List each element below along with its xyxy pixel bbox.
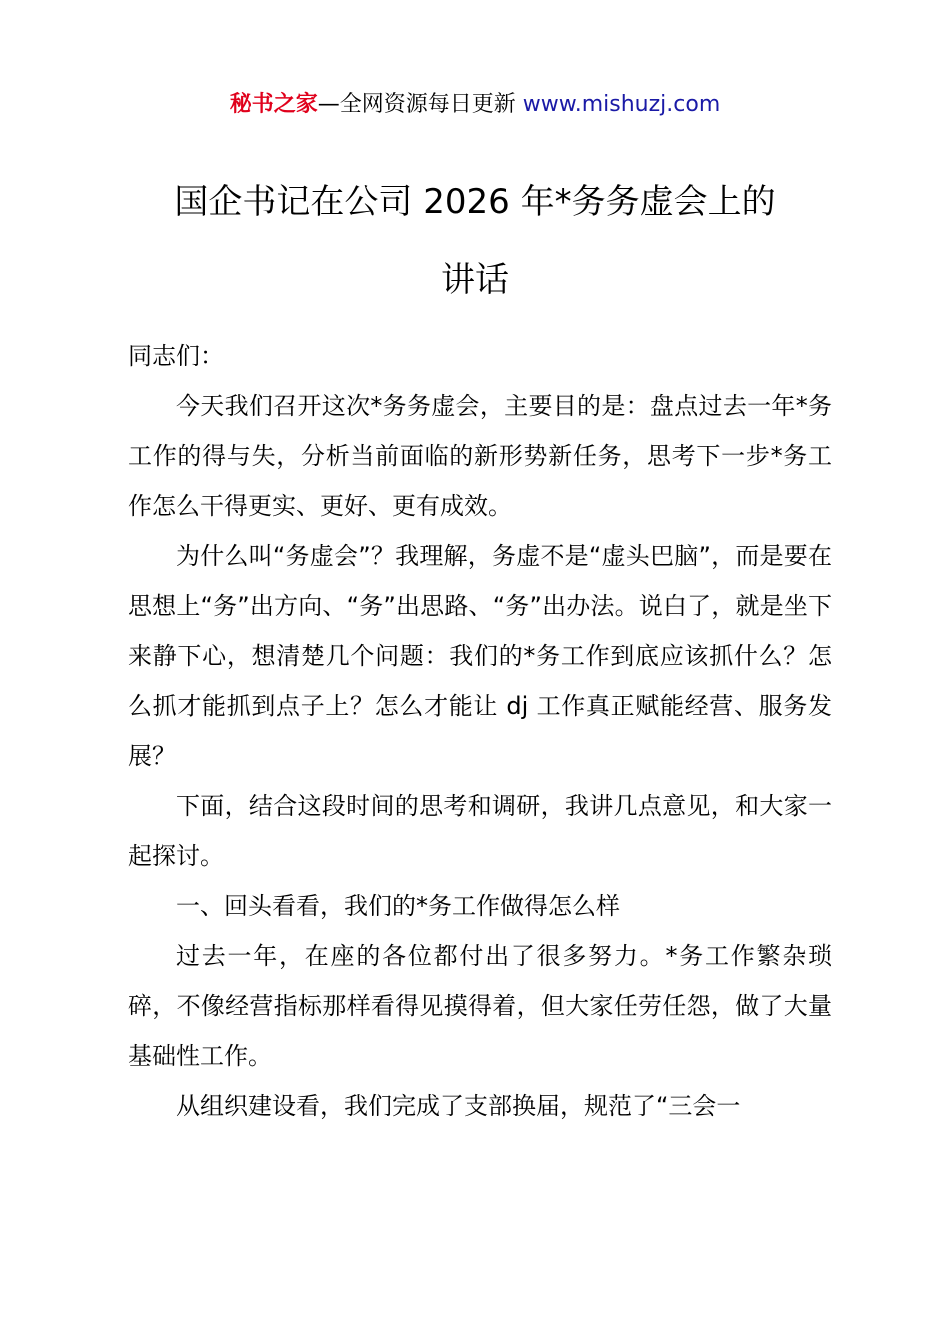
document-title-line-1: 国企书记在公司 2026 年*务务虚会上的: [174, 182, 776, 222]
paragraph-intro: 今天我们召开这次*务务虚会，主要目的是：盘点过去一年*务工作的得与失，分析当前面临的新形势新任务，思考下一步*务工作怎么干得更实、更好、更有成效。: [128, 392, 832, 520]
site-header: [0, 88, 950, 122]
document-body: [128, 331, 832, 1131]
paragraph-past-year: 过去一年，在座的各位都付出了很多努力。*务工作繁杂琐碎，不像经营指标那样看得见摸得着，但大家任劳任怨，做了大量基础性工作。: [128, 942, 832, 1070]
section-heading-1: 一、回头看看，我们的*务工作做得怎么样: [176, 892, 620, 920]
document-title: [0, 178, 950, 304]
site-brand: 秘书之家: [229, 92, 318, 117]
paragraph-why-wuxu: 为什么叫“务虚会”？我理解，务虚不是“虚头巴脑”，而是要在思想上“务”出方向、“务”出思路、“务”出办法。说白了，就是坐下来静下心，想清楚几个问题：我们的*务工作到底应该抓什么？怎么抓才能抓到点子上？怎么才能让 dj 工作真正赋能经营、服务发展？: [128, 542, 832, 770]
paragraph-organization: 从组织建设看，我们完成了支部换届，规范了“三会一: [176, 1092, 741, 1120]
site-tagline: —全网资源每日更新: [317, 92, 523, 117]
salutation: 同志们：: [128, 342, 224, 370]
document-title-line-2: 讲话: [441, 260, 509, 300]
paragraph-opinions: 下面，结合这段时间的思考和调研，我讲几点意见，和大家一起探讨。: [128, 792, 832, 870]
site-url-link[interactable]: www.mishuzj.com: [522, 92, 721, 117]
